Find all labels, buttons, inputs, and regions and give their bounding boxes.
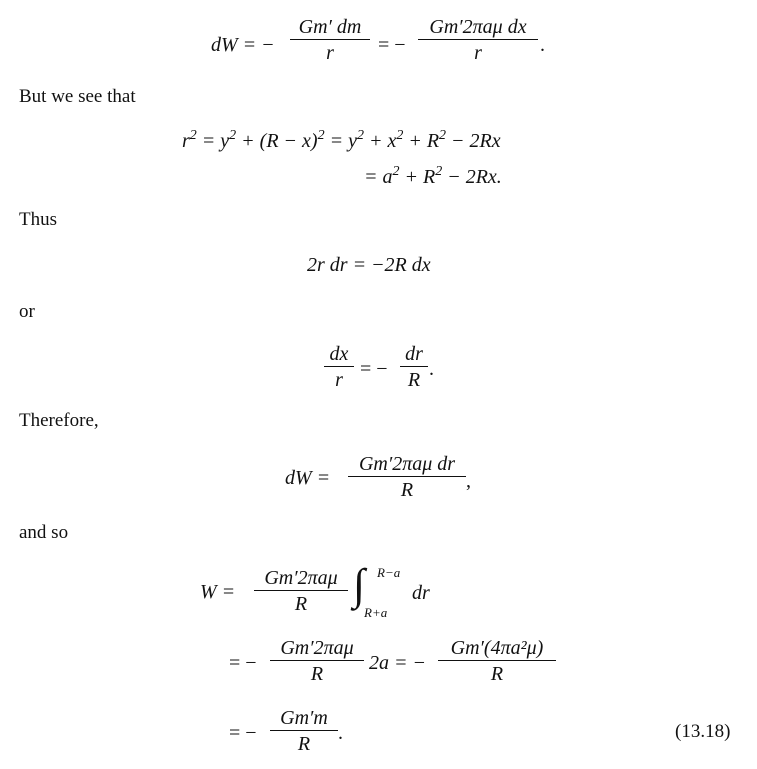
eq6-frac4-denominator: R <box>297 733 311 755</box>
fraction-bar <box>324 366 354 367</box>
eq6-frac1-numerator: Gm′2πaμ <box>264 567 338 589</box>
eq1-frac2-numerator: Gm′2πaμ dx <box>429 16 527 38</box>
eq2-term: + R <box>403 130 440 152</box>
fraction-bar <box>418 39 538 40</box>
paragraph-therefore: Therefore, <box>19 410 99 431</box>
eq1-frac1-numerator: Gm′ dm <box>298 16 362 38</box>
eq1-frac1-denominator: r <box>326 42 334 64</box>
eq6-fraction-1 <box>254 567 348 616</box>
eq6-frac2-denominator: R <box>310 663 324 685</box>
eq6-frac3-numerator: Gm′(4πa²μ) <box>450 637 544 659</box>
eq1-fraction-1 <box>290 16 370 65</box>
eq1-mid: = − <box>378 34 406 56</box>
fraction-bar <box>400 366 428 367</box>
eq5-comma: , <box>466 470 471 492</box>
eq4-frac2-numerator: dr <box>405 343 423 365</box>
eq2-term: = y <box>324 130 357 152</box>
fraction-bar <box>270 730 338 731</box>
equation-number: (13.18) <box>675 721 731 742</box>
eq6-period: . <box>338 722 343 744</box>
eq1-frac2-denominator: r <box>474 42 482 64</box>
fraction-bar <box>254 590 348 591</box>
eq6-frac1-denominator: R <box>294 593 308 615</box>
eq5-fraction <box>348 453 466 502</box>
eq4-frac1-denominator: r <box>335 369 343 391</box>
eq2-line-2 <box>364 166 502 189</box>
eq6-row2-mid: 2a = − <box>369 652 426 674</box>
fraction-bar <box>270 660 364 661</box>
eq6-frac4-numerator: Gm′m <box>280 707 328 729</box>
integral-lower-limit: R+a <box>364 605 388 620</box>
eq2-term: + (R − x) <box>236 130 318 152</box>
paragraph-or: or <box>19 301 35 322</box>
superscript: 2 <box>189 128 197 143</box>
eq6-fraction-4 <box>270 707 338 756</box>
eq2-term: = y <box>196 130 230 152</box>
eq2-term: = a <box>364 166 393 188</box>
paragraph-thus: Thus <box>19 209 57 230</box>
integral-differential: dr <box>412 582 430 604</box>
superscript: 2 <box>229 128 237 143</box>
superscript: 2 <box>435 164 443 179</box>
eq4-period: . <box>429 358 434 380</box>
eq4-mid: = − <box>360 358 388 380</box>
eq2-term: + R <box>399 166 436 188</box>
eq2-r: r <box>182 130 190 152</box>
eq5-denominator: R <box>400 479 414 501</box>
superscript: 2 <box>439 128 447 143</box>
eq5-lhs: dW = <box>285 467 331 489</box>
superscript: 2 <box>396 128 404 143</box>
eq6-fraction-3 <box>438 637 556 686</box>
superscript: 2 <box>356 128 364 143</box>
eq1-lhs: dW = − <box>211 34 275 56</box>
eq6-frac2-numerator: Gm′2πaμ <box>280 637 354 659</box>
eq4-fraction-1 <box>324 343 354 392</box>
eq1-fraction-2 <box>418 16 538 65</box>
eq4-frac2-denominator: R <box>407 369 421 391</box>
eq2-line-1 <box>182 130 501 153</box>
eq6-row2-equals: = − <box>229 652 257 674</box>
superscript: 2 <box>392 164 400 179</box>
superscript: 2 <box>317 128 325 143</box>
eq6-fraction-2 <box>270 637 364 686</box>
equation-2r-dr: 2r dr = −2R dx <box>307 254 431 276</box>
paragraph-but-we-see-that: But we see that <box>19 86 136 107</box>
eq4-fraction-2 <box>400 343 428 392</box>
eq6-frac3-denominator: R <box>490 663 504 685</box>
eq5-numerator: Gm′2πaμ dr <box>358 453 456 475</box>
fraction-bar <box>348 476 466 477</box>
eq2-term: − 2Rx <box>446 130 501 152</box>
integral-upper-limit: R−a <box>377 565 401 580</box>
fraction-bar <box>290 39 370 40</box>
eq4-frac1-numerator: dx <box>329 343 349 365</box>
eq2-term: + x <box>363 130 397 152</box>
paragraph-and-so: and so <box>19 522 69 543</box>
eq6-lhs: W = <box>200 581 236 603</box>
eq1-period: . <box>540 34 545 56</box>
eq6-row3-equals: = − <box>229 722 257 744</box>
integral-sign: ∫ <box>353 560 366 609</box>
eq2-term: − 2Rx. <box>442 166 502 188</box>
fraction-bar <box>438 660 556 661</box>
